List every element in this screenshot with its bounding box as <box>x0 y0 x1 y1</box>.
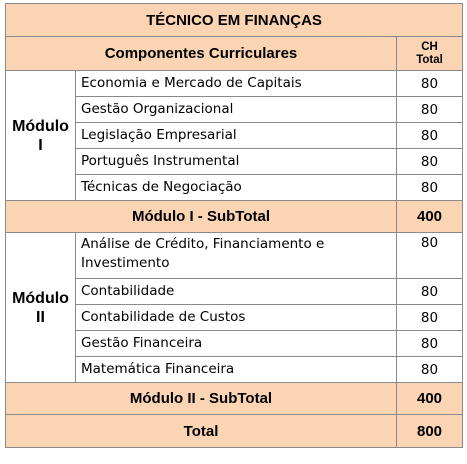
components-header: Componentes Curriculares <box>6 37 397 71</box>
component-hours: 80 <box>397 71 463 97</box>
total-label: Total <box>6 415 397 448</box>
module-label-line2: II <box>36 308 45 326</box>
component-name: Gestão Organizacional <box>76 97 397 123</box>
table-title: TÉCNICO EM FINANÇAS <box>6 4 463 37</box>
title-row <box>6 4 463 37</box>
subtotal-value: 400 <box>397 201 463 233</box>
subtotal-value: 400 <box>397 383 463 415</box>
component-name: Legislação Empresarial <box>76 123 397 149</box>
component-name: Matemática Financeira <box>76 357 397 383</box>
subtotal-row <box>6 201 463 233</box>
component-name: Análise de Crédito, Financiamento e Investimento <box>76 233 397 279</box>
component-hours: 80 <box>397 279 463 305</box>
component-hours: 80 <box>397 123 463 149</box>
ch-header-line1: CH <box>421 40 438 53</box>
component-hours: 80 <box>397 357 463 383</box>
component-name: Português Instrumental <box>76 149 397 175</box>
total-row <box>6 415 463 448</box>
curriculum-table <box>5 3 463 448</box>
component-name: Técnicas de Negociação <box>76 175 397 201</box>
module-label-line2: I <box>38 136 43 154</box>
component-hours: 80 <box>397 149 463 175</box>
component-name: Gestão Financeira <box>76 331 397 357</box>
module-label <box>6 233 76 383</box>
subtotal-row <box>6 383 463 415</box>
component-name: Contabilidade <box>76 279 397 305</box>
subtotal-label: Módulo I - SubTotal <box>6 201 397 233</box>
component-name: Contabilidade de Custos <box>76 305 397 331</box>
module-label <box>6 71 76 201</box>
ch-total-header <box>397 37 463 71</box>
table-row <box>6 233 463 279</box>
component-hours: 80 <box>397 233 463 279</box>
component-hours: 80 <box>397 331 463 357</box>
component-hours: 80 <box>397 175 463 201</box>
header-row <box>6 37 463 71</box>
subtotal-label: Módulo II - SubTotal <box>6 383 397 415</box>
component-hours: 80 <box>397 97 463 123</box>
table-row <box>6 71 463 97</box>
module-label-line1: Módulo <box>12 289 69 307</box>
module-label-line1: Módulo <box>12 117 69 135</box>
component-hours: 80 <box>397 305 463 331</box>
curriculum-table-frame <box>5 3 462 459</box>
total-value: 800 <box>397 415 463 448</box>
ch-header-line2: Total <box>416 53 443 66</box>
component-name: Economia e Mercado de Capitais <box>76 71 397 97</box>
